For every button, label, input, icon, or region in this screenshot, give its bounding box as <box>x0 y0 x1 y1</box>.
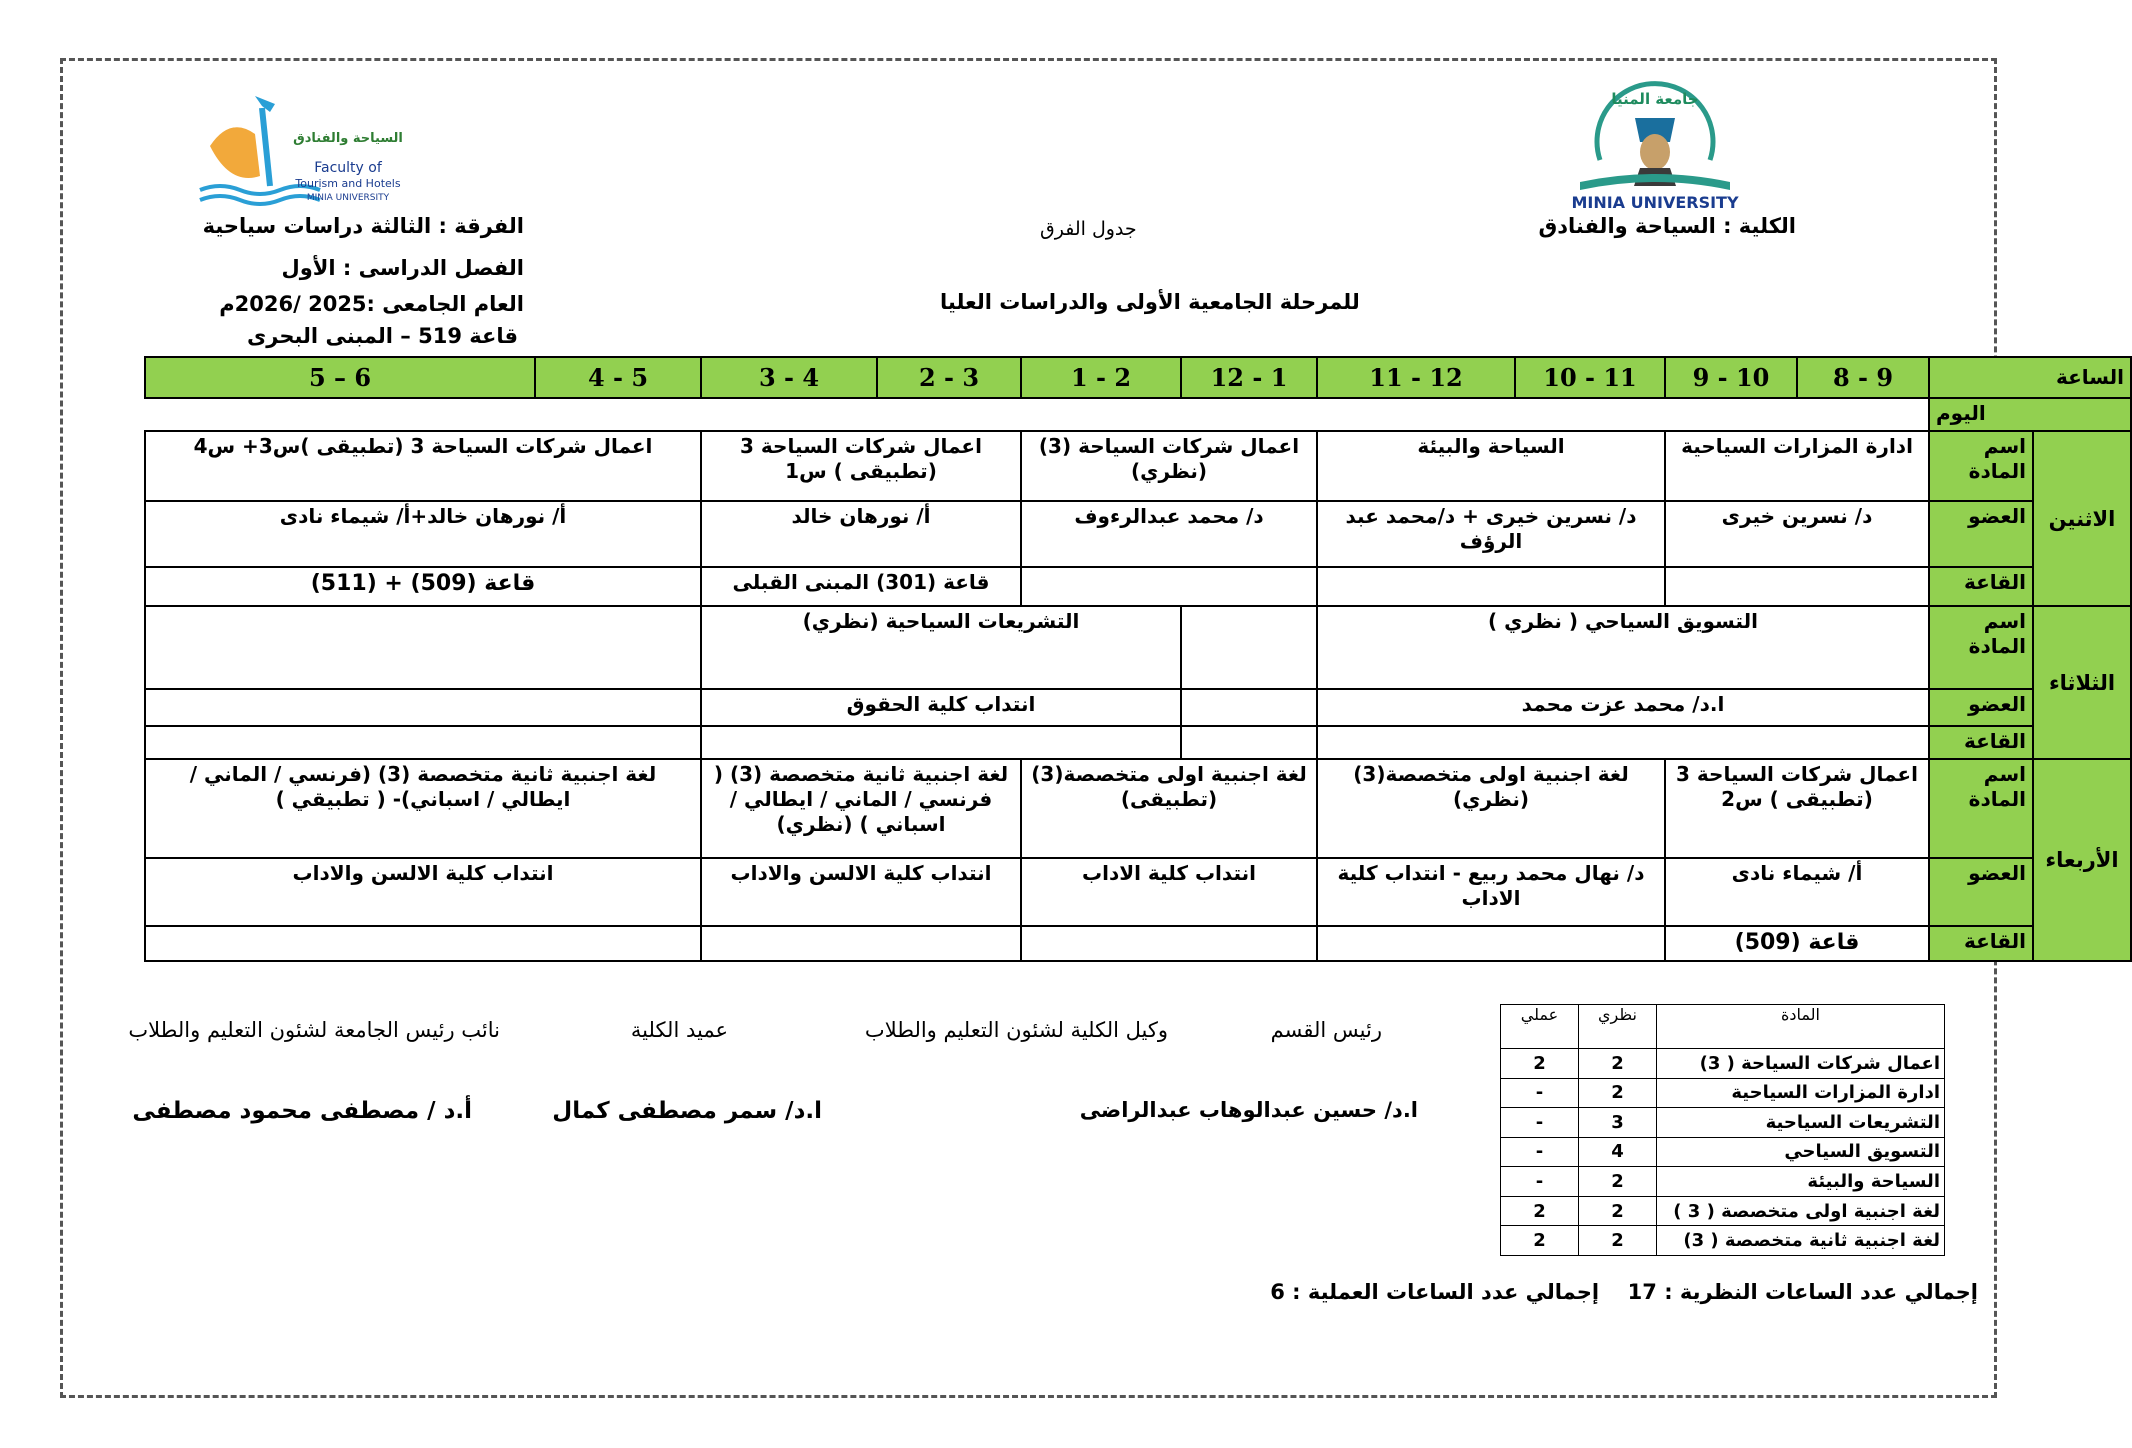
dean-title: عميد الكلية <box>630 1018 728 1042</box>
wednesday-hall-row <box>145 926 2131 961</box>
member-cell: د/ نسرين خيرى + د/محمد عبد الرؤف <box>1317 501 1665 567</box>
day-header-row <box>145 398 2131 431</box>
vice-president-title: نائب رئيس الجامعة لشئون التعليم والطلاب <box>128 1018 500 1042</box>
spacer <box>145 398 1929 431</box>
time-slot: 1 - 12 <box>1181 357 1317 398</box>
time-slot: 6 – 5 <box>145 357 535 398</box>
time-slot: 12 - 11 <box>1317 357 1515 398</box>
course-cell <box>145 606 701 688</box>
member-cell: انتداب كلية الالسن والاداب <box>145 858 701 926</box>
subject-row-label: اسم المادة <box>1929 431 2033 501</box>
monday-hall-row <box>145 567 2131 606</box>
theory-total-value: 17 <box>1627 1280 1657 1304</box>
hall-cell: قاعة (509) <box>1665 926 1929 961</box>
credit-row: التشريعات السياحية 3 - <box>1501 1108 1945 1138</box>
credit-header-row <box>1501 1005 1945 1049</box>
faculty-latin-line-1: Faculty of <box>314 160 382 176</box>
hall-cell <box>145 926 701 961</box>
faculty-arabic-name: السياحة والفنادق <box>293 131 403 146</box>
hour-label: الساعة <box>1929 357 2131 398</box>
credit-row: اعمال شركات السياحة ( 3) 2 2 <box>1501 1049 1945 1079</box>
member-row-label: العضو <box>1929 689 2033 726</box>
dean-name: ا.د/ سمر مصطفى كمال <box>552 1098 822 1124</box>
member-cell: أ/ نورهان خالد <box>701 501 1021 567</box>
time-slot: 2 - 1 <box>1021 357 1181 398</box>
wednesday-member-row <box>145 858 2131 926</box>
credit-row: لغة اجنبية اولى متخصصة ( 3 ) 2 2 <box>1501 1196 1945 1226</box>
theory-column-header: نظري <box>1579 1005 1657 1049</box>
hall-row-label: القاعة <box>1929 926 2033 961</box>
vice-president-name: أ.د / مصطفى محمود مصطفى <box>132 1098 472 1124</box>
time-slot: 3 - 2 <box>877 357 1021 398</box>
member-cell: انتداب كلية الاداب <box>1021 858 1317 926</box>
day-name: الاثنين <box>2033 431 2131 606</box>
member-row-label: العضو <box>1929 501 2033 567</box>
study-stage: للمرحلة الجامعية الأولى والدراسات العليا <box>940 290 1360 314</box>
minia-university-logo <box>1560 82 1750 214</box>
day-name: الأربعاء <box>2033 759 2131 961</box>
member-cell: أ/ نورهان خالد+أ/ شيماء نادى <box>145 501 701 567</box>
department-head-title: رئيس القسم <box>1270 1018 1382 1042</box>
hall-cell <box>1665 567 1929 606</box>
course-cell: التشريعات السياحية (نظري) <box>701 606 1181 688</box>
faculty-latin-line-3: MINIA UNIVERSITY <box>306 193 390 203</box>
academic-year: العام الجامعى :2025 /2026م <box>219 292 524 316</box>
credit-row: السياحة والبيئة 2 - <box>1501 1167 1945 1197</box>
member-cell <box>145 689 701 726</box>
credit-row: ادارة المزارات السياحية 2 - <box>1501 1078 1945 1108</box>
hall-cell <box>701 926 1021 961</box>
day-label: اليوم <box>1929 398 2131 431</box>
time-slot: 10 - 9 <box>1665 357 1797 398</box>
semester: الفصل الدراسى : الأول <box>281 256 524 280</box>
practical-total-value: 6 <box>1270 1280 1285 1304</box>
hall-info: قاعة 519 – المبنى البحرى <box>247 324 518 348</box>
course-cell: اعمال شركات السياحة (3) (نظري) <box>1021 431 1317 501</box>
vice-dean-title: وكيل الكلية لشئون التعليم والطلاب <box>864 1018 1168 1042</box>
hall-cell: قاعة (509) + (511) <box>145 567 701 606</box>
time-slot: 9 - 8 <box>1797 357 1929 398</box>
credit-row: لغة اجنبية ثانية متخصصة ( 3) 2 2 <box>1501 1226 1945 1256</box>
time-slot: 4 - 3 <box>701 357 877 398</box>
course-cell: التسويق السياحي ( نظري ) <box>1317 606 1929 688</box>
member-cell: د/ محمد عبدالرءوف <box>1021 501 1317 567</box>
monday-subject-row <box>145 431 2131 501</box>
faculty-latin-line-2: Tourism and Hotels <box>295 177 401 190</box>
tuesday-member-row <box>145 689 2131 726</box>
member-row-label: العضو <box>1929 858 2033 926</box>
subject-row-label: اسم المادة <box>1929 759 2033 858</box>
hall-row-label: القاعة <box>1929 726 2033 759</box>
time-slot: 5 - 4 <box>535 357 701 398</box>
hall-cell <box>1021 567 1317 606</box>
course-cell: اعمال شركات السياحة 3 (تطبيقى ) س1 <box>701 431 1021 501</box>
tuesday-subject-row <box>145 606 2131 688</box>
hall-cell <box>701 726 1181 759</box>
vice-dean-name: ا.د/ حسين عبدالوهاب عبدالراضى <box>1079 1098 1418 1122</box>
hall-cell <box>1181 726 1317 759</box>
time-header-row <box>145 357 2131 398</box>
tuesday-hall-row <box>145 726 2131 759</box>
totals-line <box>1270 1280 1978 1304</box>
hall-cell <box>1317 926 1665 961</box>
document-title: جدول الفرق <box>1040 218 1137 240</box>
course-cell: السياحة والبيئة <box>1317 431 1665 501</box>
day-name: الثلاثاء <box>2033 606 2131 759</box>
course-cell: لغة اجنبية ثانية متخصصة (3) ( فرنسي / الماني / ايطالي / اسباني ) (نظري) <box>701 759 1021 858</box>
hall-row-label: القاعة <box>1929 567 2033 606</box>
schedule-table <box>144 356 2132 962</box>
course-cell: لغة اجنبية اولى متخصصة(3) (نظري) <box>1317 759 1665 858</box>
member-cell: أ/ شيماء نادى <box>1665 858 1929 926</box>
hall-cell <box>1021 926 1317 961</box>
theory-total-label: إجمالي عدد الساعات النظرية : <box>1664 1280 1978 1304</box>
member-cell: د/ نسرين خيرى <box>1665 501 1929 567</box>
practical-column-header: عملي <box>1501 1005 1579 1049</box>
hall-cell <box>145 726 701 759</box>
credit-row: التسويق السياحي 4 - <box>1501 1137 1945 1167</box>
course-cell: لغة اجنبية اولى متخصصة(3) (تطبيقى) <box>1021 759 1317 858</box>
course-cell: ادارة المزارات السياحية <box>1665 431 1929 501</box>
hall-cell <box>1317 726 1929 759</box>
university-arabic-name: جامعة المنيا <box>1611 90 1699 108</box>
member-cell: انتداب كلية الالسن والاداب <box>701 858 1021 926</box>
member-cell: ا.د/ محمد عزت محمد <box>1317 689 1929 726</box>
course-cell <box>1181 606 1317 688</box>
member-cell <box>1181 689 1317 726</box>
university-latin-name: MINIA UNIVERSITY <box>1571 193 1739 212</box>
time-slot: 11 - 10 <box>1515 357 1665 398</box>
hall-cell: قاعة (301) المبنى القبلى <box>701 567 1021 606</box>
year-group: الفرقة : الثالثة دراسات سياحية <box>202 214 524 238</box>
member-cell: د/ نهال محمد ربيع - انتداب كلية الاداب <box>1317 858 1665 926</box>
member-cell: انتداب كلية الحقوق <box>701 689 1181 726</box>
hall-cell <box>1317 567 1665 606</box>
faculty-name: الكلية : السياحة والفنادق <box>1538 214 1796 238</box>
course-cell: اعمال شركات السياحة 3 (تطبيقى ) س2 <box>1665 759 1929 858</box>
practical-total-label: إجمالي عدد الساعات العملية : <box>1292 1280 1600 1304</box>
subject-column-header: المادة <box>1657 1005 1945 1049</box>
course-cell: اعمال شركات السياحة 3 (تطبيقى )س3+ س4 <box>145 431 701 501</box>
course-cell: لغة اجنبية ثانية متخصصة (3) (فرنسي / الماني / ايطالي / اسباني)- ( تطبيقي ) <box>145 759 701 858</box>
faculty-logo <box>200 86 410 214</box>
monday-member-row <box>145 501 2131 567</box>
subject-row-label: اسم المادة <box>1929 606 2033 688</box>
credit-hours-table <box>1500 1004 1945 1256</box>
wednesday-subject-row <box>145 759 2131 858</box>
